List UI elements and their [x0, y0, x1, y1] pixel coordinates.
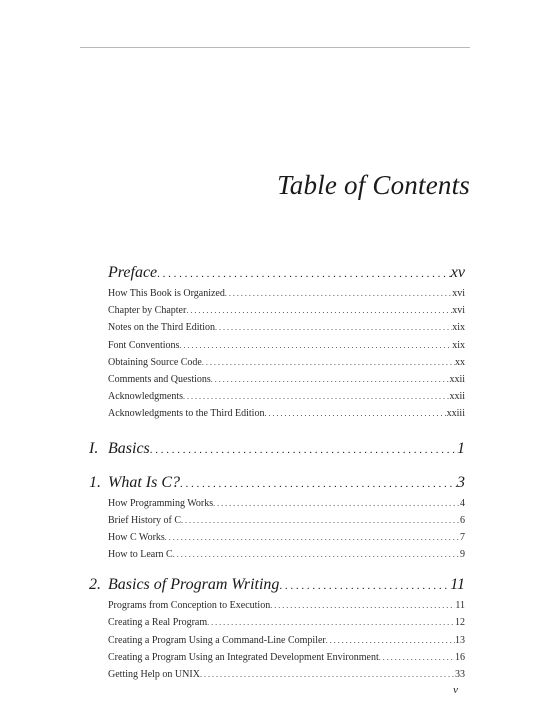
toc-entry-page: 7	[460, 531, 465, 543]
toc-heading-number: 2.	[89, 576, 101, 594]
dot-leader	[200, 670, 455, 679]
page-title: Table of Contents	[277, 170, 470, 200]
toc-section-chapter-1	[0, 474, 548, 567]
toc-section-chapter-2	[0, 576, 548, 686]
toc-entry-title: Programs from Conception to Execution	[108, 600, 271, 612]
toc-entry-title: How to Learn C	[108, 549, 173, 561]
toc-entry[interactable]	[0, 408, 548, 425]
toc-heading-chapter-2[interactable]	[0, 576, 548, 600]
toc-entry-page: xx	[455, 356, 465, 368]
toc-entry-page: xxiii	[446, 408, 465, 420]
toc-section-preface	[0, 264, 548, 426]
toc-entry-title: How Programming Works	[108, 497, 214, 509]
dot-leader	[165, 533, 460, 542]
dot-leader	[183, 392, 449, 401]
toc-heading-title: Basics	[108, 439, 150, 457]
toc-entry[interactable]	[0, 652, 548, 669]
toc-entry-page: 11	[455, 600, 465, 612]
toc-entry-title: Acknowledgments to the Third Edition	[108, 408, 265, 420]
dot-leader	[179, 341, 452, 350]
dot-leader	[225, 289, 452, 298]
toc-entry-title: Creating a Real Program	[108, 617, 208, 629]
toc-heading-page: 1	[457, 439, 465, 457]
dot-leader	[173, 550, 460, 559]
toc-entry-page: xxii	[449, 391, 465, 403]
dot-leader	[326, 636, 455, 645]
toc-entry-title: Obtaining Source Code	[108, 356, 202, 368]
toc-entry[interactable]	[0, 669, 548, 686]
toc-entry-title: Brief History of C	[108, 514, 182, 526]
dot-leader	[202, 358, 455, 367]
dot-leader	[180, 478, 457, 490]
dot-leader	[264, 409, 446, 418]
toc-entry-title: Creating a Program Using a Command-Line Compiler	[108, 634, 326, 646]
toc-entry-title: Font Conventions	[108, 339, 180, 351]
toc-entry-page: 16	[455, 651, 465, 663]
toc-heading-page: xv	[450, 264, 465, 281]
toc-heading-number: I.	[89, 439, 99, 457]
toc-entry-title: Creating a Program Using an Integrated Development Environment	[108, 651, 379, 663]
toc-entry-page: 6	[460, 514, 465, 526]
toc-heading-page: 11	[450, 576, 465, 594]
dot-leader	[181, 516, 460, 525]
toc-entry-page: xix	[452, 322, 465, 334]
toc-entry-title: Acknowledgments	[108, 391, 183, 403]
toc-heading-title: What Is C?	[108, 473, 180, 491]
toc-entry[interactable]	[0, 288, 548, 305]
page-number: v	[453, 684, 458, 696]
toc-entry[interactable]	[0, 549, 548, 566]
toc-entry-title: Getting Help on UNIX	[108, 669, 200, 680]
toc-entry-page: 12	[455, 617, 465, 629]
toc-entry-page: 13	[455, 634, 465, 646]
toc-heading-title: Basics of Program Writing	[108, 576, 280, 594]
toc-entry-title: How C Works	[108, 531, 165, 543]
toc-entry-title: Comments and Questions	[108, 373, 211, 385]
toc-entry-page: 4	[460, 497, 465, 509]
dot-leader	[279, 580, 450, 592]
dot-leader	[211, 375, 450, 384]
toc-heading-number: 1.	[89, 473, 101, 491]
toc-entry-page: xix	[452, 339, 465, 351]
toc-entry[interactable]	[0, 322, 548, 339]
toc-heading-title: Preface	[108, 264, 158, 281]
dot-leader	[213, 499, 460, 508]
toc-entry-page: 9	[460, 549, 465, 561]
dot-leader	[379, 653, 455, 662]
toc-entry[interactable]	[0, 532, 548, 549]
top-rule	[80, 47, 470, 48]
toc-heading-preface[interactable]	[0, 264, 548, 288]
toc-entry-title: Chapter by Chapter	[108, 305, 187, 317]
dot-leader	[150, 444, 457, 456]
toc-entry-page: xvi	[452, 288, 465, 299]
toc-entry[interactable]	[0, 498, 548, 515]
dot-leader	[157, 268, 451, 280]
toc-heading-chapter-1[interactable]	[0, 474, 548, 498]
dot-leader	[215, 323, 452, 332]
toc-entry[interactable]	[0, 635, 548, 652]
toc-entry-page: 33	[455, 669, 465, 680]
dot-leader	[186, 306, 452, 315]
toc-heading-part-1[interactable]	[0, 440, 548, 464]
toc-entry[interactable]	[0, 600, 548, 617]
toc-entry[interactable]	[0, 391, 548, 408]
toc-entry-page: xvi	[452, 305, 465, 317]
toc-heading-page: 3	[457, 473, 465, 491]
toc-entry[interactable]	[0, 357, 548, 374]
toc-entry[interactable]	[0, 305, 548, 322]
dot-leader	[270, 601, 455, 610]
toc-entry-title: How This Book is Organized	[108, 288, 225, 299]
dot-leader	[207, 618, 455, 627]
toc	[0, 264, 548, 686]
toc-entry[interactable]	[0, 374, 548, 391]
toc-entry-page: xxii	[449, 373, 465, 385]
toc-entry[interactable]	[0, 515, 548, 532]
toc-section-part-1	[0, 440, 548, 464]
toc-entry[interactable]	[0, 340, 548, 357]
toc-entry[interactable]	[0, 617, 548, 634]
toc-entry-title: Notes on the Third Edition	[108, 322, 216, 334]
